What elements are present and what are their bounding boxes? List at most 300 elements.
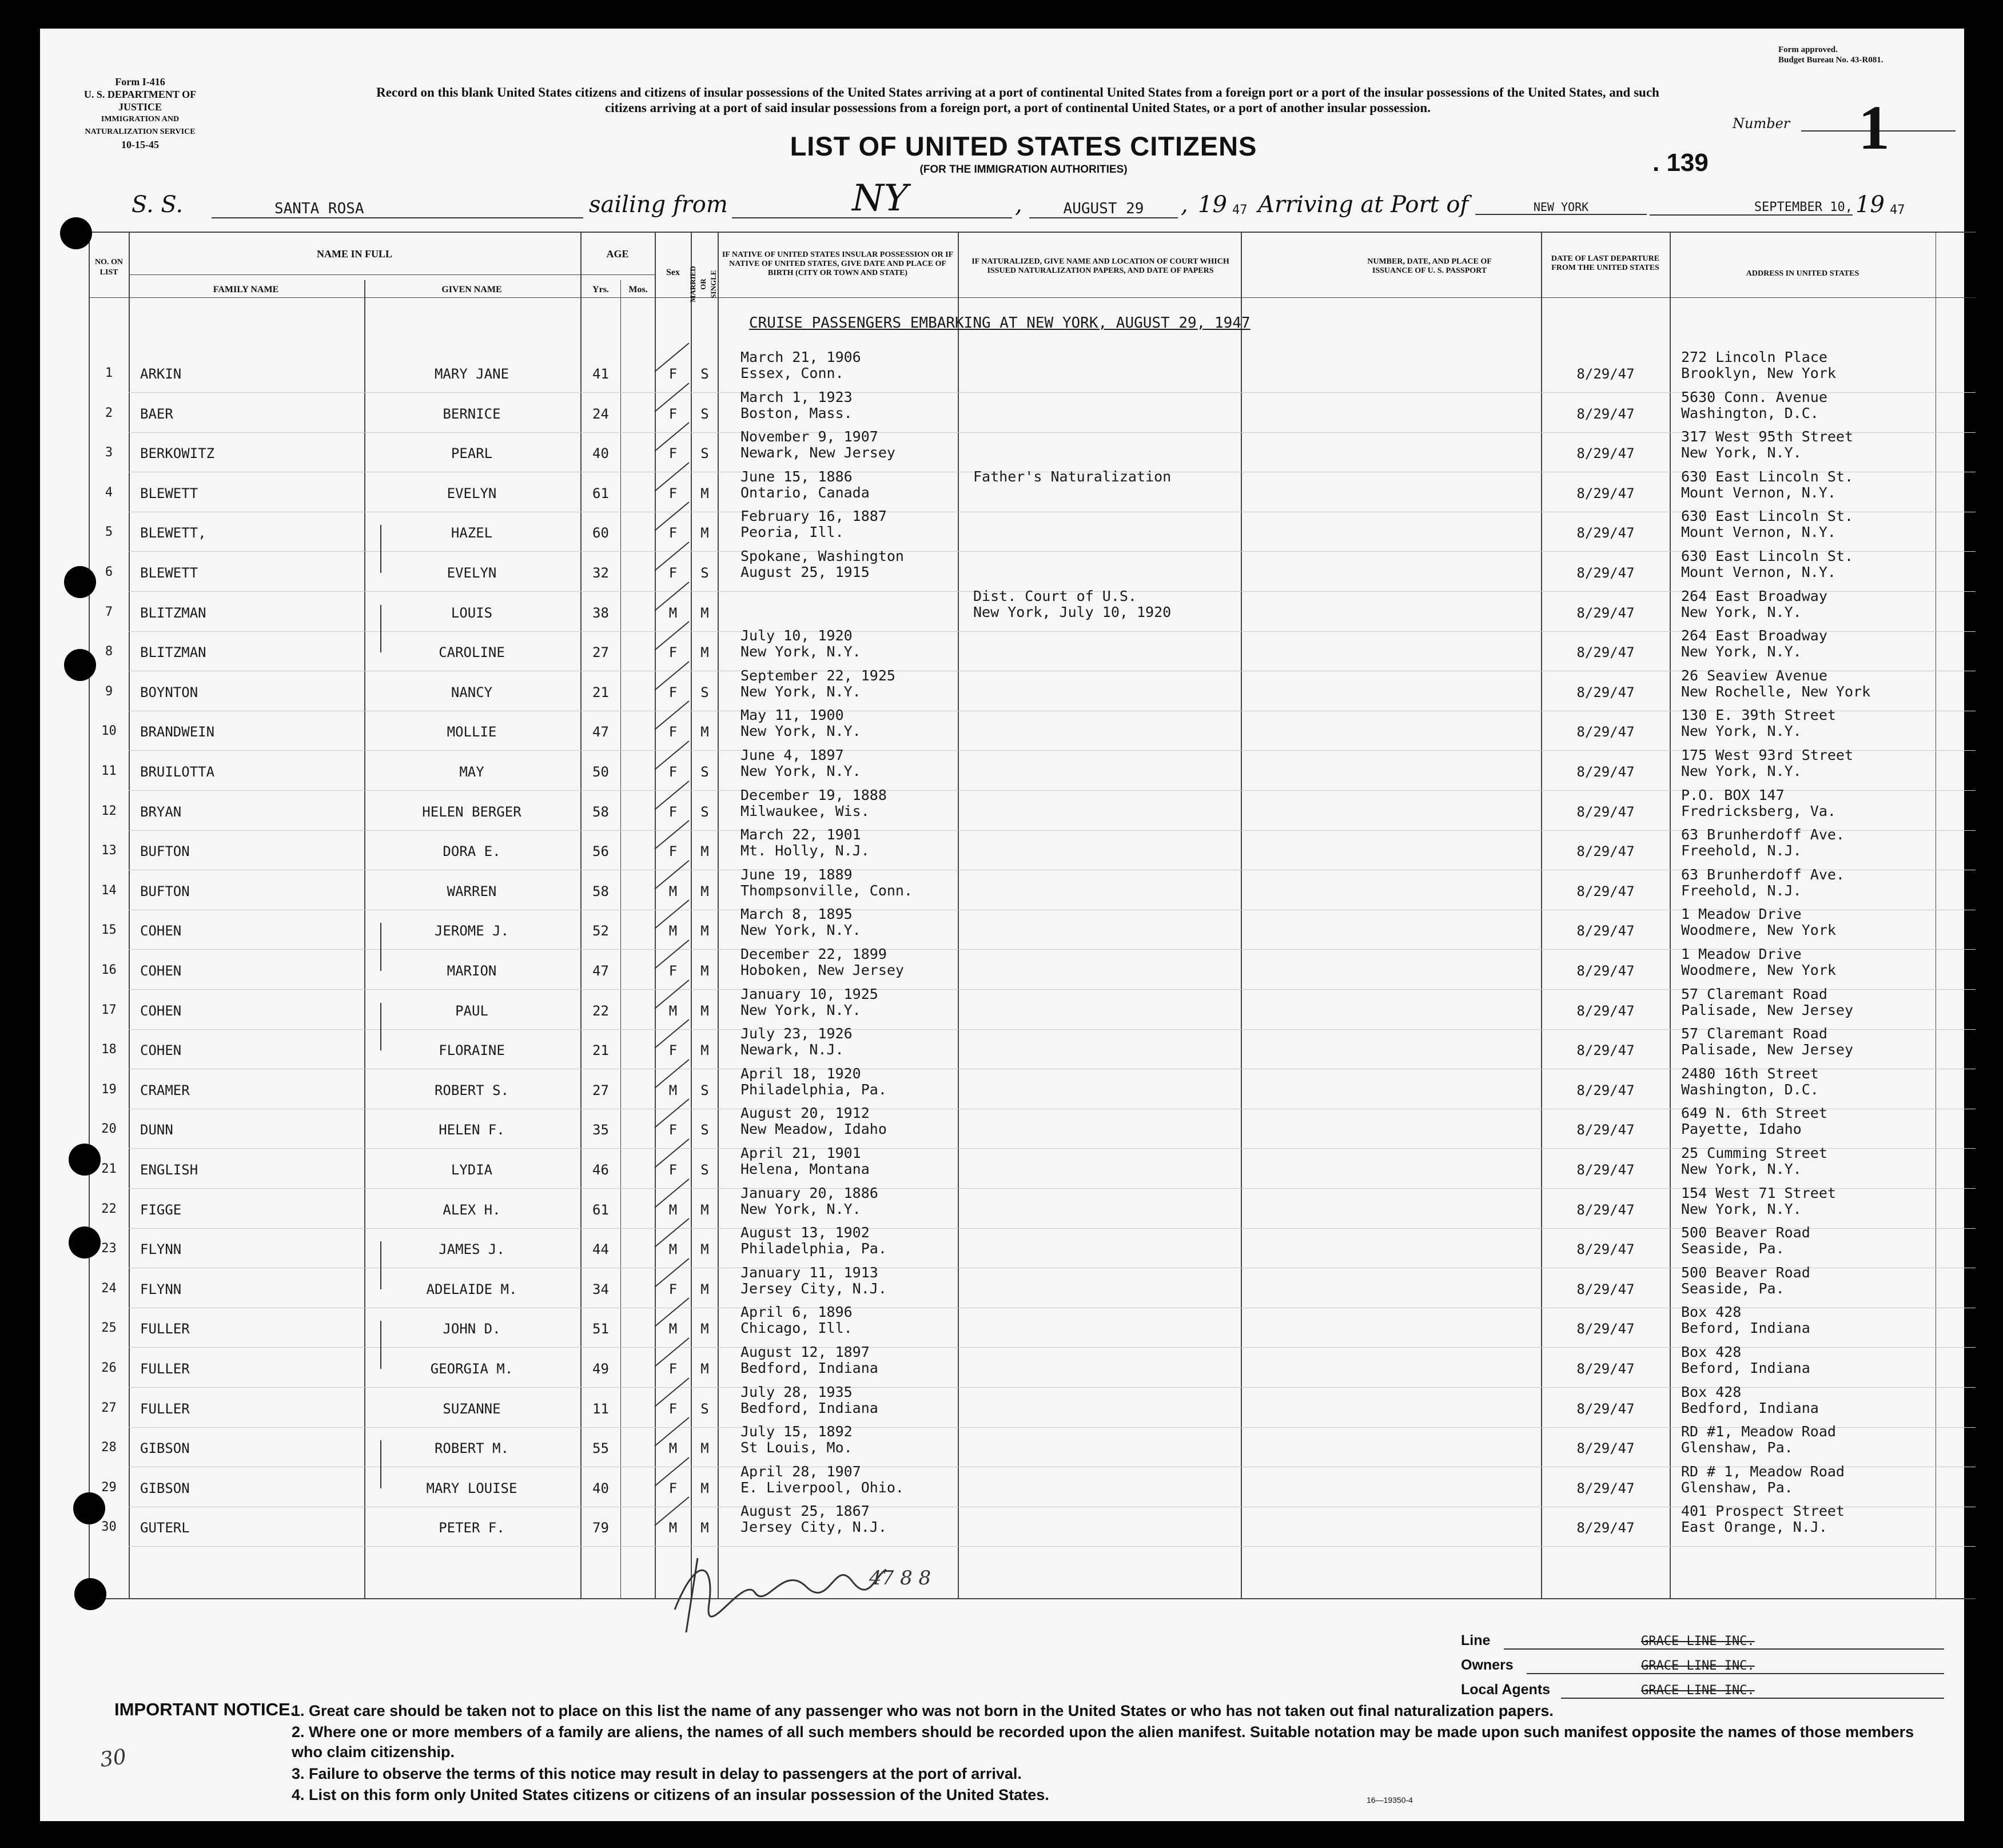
birth-info-line1: June 15, 1886 — [740, 468, 853, 485]
given-name: MARY JANE — [434, 366, 509, 382]
approval-block — [1778, 45, 1950, 65]
table-row — [40, 349, 1964, 395]
given-name: EVELYN — [447, 485, 497, 501]
birth-info-line2: New York, N.Y. — [740, 1200, 861, 1217]
table-row — [40, 866, 1964, 912]
age-years: 51 — [592, 1321, 609, 1337]
depart-year: 47 — [1232, 203, 1248, 217]
age-years: 21 — [592, 684, 609, 700]
address-line2: Mount Vernon, N.Y. — [1681, 524, 1836, 541]
address-line2: Beford, Indiana — [1681, 1320, 1810, 1337]
approval-line2: Budget Bureau No. 43-R081. — [1778, 55, 1883, 65]
sex: M — [668, 1201, 678, 1218]
given-name: SUZANNE — [443, 1400, 501, 1417]
marital-status: M — [700, 963, 709, 979]
col-header-departure: DATE OF LAST DEPARTURE FROM THE UNITED STATES — [1551, 254, 1660, 272]
family-bracket-mark — [380, 923, 381, 971]
marital-status: S — [700, 684, 709, 700]
sex: F — [668, 1361, 678, 1377]
marital-status: M — [700, 923, 709, 939]
table-row — [40, 667, 1964, 713]
check-mark-icon — [652, 1216, 692, 1250]
address-line2: Payette, Idaho — [1681, 1121, 1802, 1138]
given-name: NANCY — [451, 684, 493, 700]
number-value: 1 — [1858, 93, 1890, 162]
marital-status: M — [700, 1002, 709, 1019]
check-mark-icon — [652, 579, 692, 614]
check-mark-icon — [652, 380, 692, 415]
given-name: ROBERT S. — [434, 1082, 509, 1098]
sex: F — [668, 764, 678, 780]
row-number: 11 — [101, 764, 117, 778]
marital-status: M — [700, 1281, 709, 1297]
given-name: PAUL — [455, 1002, 488, 1019]
address-line1: 63 Brunherdoff Ave. — [1681, 826, 1845, 843]
depart-date: AUGUST 29 — [1029, 200, 1178, 218]
marital-status: M — [700, 883, 709, 899]
address-line2: Fredricksberg, Va. — [1681, 802, 1836, 819]
address-line2: Freehold, N.J. — [1681, 842, 1802, 859]
birth-info-line2: Essex, Conn. — [740, 365, 844, 381]
address-line1: 649 N. 6th Street — [1681, 1105, 1827, 1122]
check-mark-icon — [652, 818, 692, 852]
col-header-address: ADDRESS IN UNITED STATES — [1746, 269, 1859, 278]
sex: F — [668, 525, 678, 541]
address-line2: Seaside, Pa. — [1681, 1240, 1785, 1257]
given-name: PETER F. — [439, 1520, 505, 1536]
check-mark-icon — [652, 698, 692, 732]
marital-status: S — [700, 764, 709, 780]
table-row — [40, 468, 1964, 514]
birth-info-line1: April 6, 1896 — [740, 1304, 853, 1321]
departure-date: 8/29/47 — [1576, 1241, 1635, 1258]
birth-info-line1: March 21, 1906 — [740, 349, 861, 365]
address-line1: 57 Claremant Road — [1681, 1025, 1827, 1042]
birth-info-line1: March 8, 1895 — [740, 906, 853, 923]
given-name: MARY LOUISE — [426, 1480, 517, 1496]
address-line2: Beford, Indiana — [1681, 1360, 1810, 1376]
given-name: JOHN D. — [443, 1321, 501, 1337]
given-name: HELEN BERGER — [422, 803, 521, 820]
sex: F — [668, 1122, 678, 1138]
sex: M — [668, 923, 678, 939]
row-number: 14 — [101, 883, 117, 898]
address-line2: New York, N.Y. — [1681, 603, 1802, 620]
birth-info-line1: July 10, 1920 — [740, 627, 853, 644]
address-line1: 26 Seaview Avenue — [1681, 667, 1827, 684]
check-mark-icon — [652, 1335, 692, 1369]
departure-date: 8/29/47 — [1576, 1480, 1635, 1496]
departure-date: 8/29/47 — [1576, 604, 1635, 621]
row-number: 9 — [105, 684, 113, 699]
family-name: BRYAN — [140, 803, 182, 820]
departure-date: 8/29/47 — [1576, 1162, 1635, 1178]
address-line2: Washington, D.C. — [1681, 1081, 1819, 1098]
address-line1: 1 Meadow Drive — [1681, 946, 1802, 962]
birth-info-line2: Bedford, Indiana — [740, 1399, 878, 1416]
birth-info-line2: Bedford, Indiana — [740, 1360, 878, 1376]
arrival-date: SEPTEMBER 10, — [1650, 200, 1853, 216]
notice-1: 1. Great care should be taken not to place on this list the name of any passenger who was not born in the United States or who has not taken out final naturalization papers. — [292, 1702, 1554, 1719]
marital-status: M — [700, 1440, 709, 1457]
table-row — [40, 1304, 1964, 1349]
birth-info-line2: New York, N.Y. — [740, 683, 861, 700]
birth-info-line1: August 13, 1902 — [740, 1224, 870, 1241]
birth-info-line1: June 4, 1897 — [740, 747, 844, 763]
age-years: 47 — [592, 963, 609, 979]
department: U. S. DEPARTMENT OF JUSTICE — [83, 89, 197, 113]
birth-info-line2: Newark, New Jersey — [740, 444, 895, 461]
family-bracket-mark — [380, 1003, 381, 1051]
sex: M — [668, 1520, 678, 1536]
birth-info-line1: December 22, 1899 — [740, 946, 887, 962]
given-name: ALEX H. — [443, 1201, 501, 1218]
given-name: MARION — [447, 963, 497, 979]
birth-info-line2: Ontario, Canada — [740, 484, 870, 501]
address-line2: New York, N.Y. — [1681, 1200, 1802, 1217]
agents-label: Local Agents — [1461, 1682, 1551, 1698]
birth-info-line1: March 1, 1923 — [740, 388, 853, 405]
owners-label: Owners — [1461, 1657, 1514, 1673]
check-mark-icon — [652, 1256, 692, 1290]
marital-status: S — [700, 1162, 709, 1178]
marital-status: M — [700, 843, 709, 860]
row-number: 1 — [105, 366, 113, 380]
birth-info-line1: April 18, 1920 — [740, 1065, 861, 1082]
check-mark-icon — [652, 340, 692, 375]
sex: F — [668, 405, 678, 422]
arriving-label: Arriving at Port of — [1258, 192, 1469, 218]
age-years: 56 — [592, 843, 609, 860]
age-years: 50 — [592, 764, 609, 780]
birth-info-line1: July 23, 1926 — [740, 1025, 853, 1042]
list-number-value: 139 — [1666, 149, 1709, 177]
family-name: FIGGE — [140, 1201, 182, 1218]
sex: M — [668, 883, 678, 899]
family-name: GIBSON — [140, 1480, 190, 1496]
address-line2: Palisade, New Jersey — [1681, 1001, 1854, 1018]
departure-date: 8/29/47 — [1576, 1201, 1635, 1218]
table-row — [40, 946, 1964, 991]
sex: F — [668, 803, 678, 820]
address-line1: 272 Lincoln Place — [1681, 349, 1827, 365]
address-line2: Brooklyn, New York — [1681, 365, 1836, 381]
table-row — [40, 388, 1964, 435]
marital-status: M — [700, 1241, 709, 1258]
address-line1: 5630 Conn. Avenue — [1681, 388, 1827, 405]
punch-hole — [64, 566, 96, 598]
family-bracket-mark — [380, 1241, 381, 1289]
age-years: 55 — [592, 1440, 609, 1457]
sex: F — [668, 366, 678, 382]
departure-date: 8/29/47 — [1576, 923, 1635, 939]
family-name: BAER — [140, 405, 173, 422]
birth-info-line1: August 20, 1912 — [740, 1105, 870, 1122]
family-name: ARKIN — [140, 366, 182, 382]
sex: F — [668, 684, 678, 700]
arrival-port: NEW YORK — [1475, 200, 1647, 215]
address-line2: Mount Vernon, N.Y. — [1681, 564, 1836, 580]
sex: M — [668, 1241, 678, 1258]
row-number: 17 — [101, 1002, 117, 1017]
age-years: 52 — [592, 923, 609, 939]
departure-date: 8/29/47 — [1576, 1042, 1635, 1059]
row-number: 10 — [101, 724, 117, 739]
departure-date: 8/29/47 — [1576, 445, 1635, 462]
sex: F — [668, 1281, 678, 1297]
marital-status: S — [700, 405, 709, 422]
departure-date: 8/29/47 — [1576, 1440, 1635, 1457]
check-mark-icon — [652, 1415, 692, 1449]
comma-sep-2: , — [1181, 192, 1188, 218]
approval-line1: Form approved. — [1778, 45, 1838, 54]
address-line1: 175 West 93rd Street — [1681, 747, 1854, 763]
naturalization-info-line1: Father's Naturalization — [973, 468, 1172, 485]
marital-status: M — [700, 485, 709, 501]
family-name: BLITZMAN — [140, 604, 206, 621]
birth-info-line1: July 15, 1892 — [740, 1423, 853, 1440]
age-years: 27 — [592, 644, 609, 661]
given-name: FLORAINE — [439, 1042, 505, 1059]
birth-info-line2: New York, N.Y. — [740, 643, 861, 660]
row-number: 27 — [101, 1400, 117, 1415]
sailing-from-handwritten: NY — [852, 177, 909, 220]
family-name: BUFTON — [140, 843, 190, 860]
row-number: 23 — [101, 1241, 117, 1256]
family-name: FLYNN — [140, 1241, 182, 1258]
address-line1: 401 Prospect Street — [1681, 1503, 1845, 1520]
age-years: 21 — [592, 1042, 609, 1059]
address-line2: Seaside, Pa. — [1681, 1280, 1785, 1297]
given-name: DORA E. — [443, 843, 501, 860]
address-line1: 264 East Broadway — [1681, 627, 1827, 644]
age-years: 61 — [592, 1201, 609, 1218]
col-header-naturalized: IF NATURALIZED, GIVE NAME AND LOCATION OF COURT WHICH ISSUED NATURALIZATION PAPERS, AND DATE OF PAPERS — [971, 257, 1229, 275]
birth-info-line1: January 20, 1886 — [740, 1184, 878, 1201]
line-label: Line — [1461, 1632, 1491, 1648]
given-name: ROBERT M. — [434, 1440, 509, 1457]
departure-date: 8/29/47 — [1576, 1520, 1635, 1536]
birth-info-line2: Helena, Montana — [740, 1161, 870, 1177]
table-row — [40, 1145, 1964, 1190]
age-years: 34 — [592, 1281, 609, 1297]
address-line1: Box 428 — [1681, 1383, 1742, 1400]
given-name: GEORGIA M. — [430, 1361, 513, 1377]
address-line1: Box 428 — [1681, 1304, 1742, 1321]
birth-info-line2: New York, N.Y. — [740, 922, 861, 939]
address-line2: Woodmere, New York — [1681, 922, 1836, 939]
departure-date: 8/29/47 — [1576, 724, 1635, 740]
age-years: 44 — [592, 1241, 609, 1258]
table-row — [40, 786, 1964, 833]
check-mark-icon — [652, 1057, 692, 1091]
comma-sep: , — [1015, 192, 1022, 218]
age-years: 58 — [592, 803, 609, 820]
row-number: 6 — [105, 565, 113, 579]
table-row — [40, 508, 1964, 553]
family-bracket-mark — [380, 605, 381, 653]
sex: F — [668, 1480, 678, 1496]
sailing-from-field — [732, 177, 1012, 220]
table-row — [40, 985, 1964, 1031]
row-number: 7 — [105, 604, 113, 619]
table-row — [40, 1344, 1964, 1389]
table-row — [40, 906, 1964, 951]
departure-date: 8/29/47 — [1576, 1400, 1635, 1417]
marital-status: M — [700, 1520, 709, 1536]
address-line1: 630 East Lincoln St. — [1681, 508, 1854, 525]
check-mark-icon — [652, 499, 692, 533]
table-header-divider — [89, 297, 1976, 298]
departure-date: 8/29/47 — [1576, 684, 1635, 700]
age-years: 22 — [592, 1002, 609, 1019]
family-name: BLEWETT — [140, 485, 198, 501]
marital-status: M — [700, 724, 709, 740]
check-mark-icon — [652, 619, 692, 653]
form-date: 10-15-45 — [121, 139, 159, 150]
address-line1: RD # 1, Meadow Road — [1681, 1463, 1845, 1480]
table-row — [40, 1383, 1964, 1429]
given-name: EVELYN — [447, 565, 497, 581]
given-name: ADELAIDE M. — [426, 1281, 517, 1297]
age-years: 61 — [592, 485, 609, 501]
given-name: JEROME J. — [434, 923, 509, 939]
row-number: 24 — [101, 1281, 117, 1296]
address-line1: 630 East Lincoln St. — [1681, 468, 1854, 485]
punch-hole — [69, 1144, 101, 1176]
row-number: 20 — [101, 1122, 117, 1137]
given-name: LYDIA — [451, 1162, 493, 1178]
marital-status: S — [700, 445, 709, 462]
address-line2: Washington, D.C. — [1681, 404, 1819, 421]
table-row — [40, 1264, 1964, 1310]
birth-info-line1: December 19, 1888 — [740, 786, 887, 803]
birth-info-line1: June 19, 1889 — [740, 866, 853, 883]
col-header-passport: NUMBER, DATE, AND PLACE OF ISSUANCE OF U. S. PASSPORT — [1367, 257, 1492, 275]
check-mark-icon — [652, 937, 692, 971]
departure-date: 8/29/47 — [1576, 803, 1635, 820]
address-line1: 317 West 95th Street — [1681, 428, 1854, 445]
birth-info-line1: February 16, 1887 — [740, 508, 887, 525]
address-line1: 500 Beaver Road — [1681, 1264, 1810, 1281]
marital-status: M — [700, 1361, 709, 1377]
given-name: BERNICE — [443, 405, 501, 422]
check-mark-icon — [652, 1494, 692, 1528]
departure-date: 8/29/47 — [1576, 1361, 1635, 1377]
check-mark-icon — [652, 897, 692, 931]
family-name: BLEWETT — [140, 565, 198, 581]
birth-info-line2: Thompsonville, Conn. — [740, 882, 913, 899]
age-years: 40 — [592, 1480, 609, 1496]
address-line1: 2480 16th Street — [1681, 1065, 1819, 1082]
row-number: 16 — [101, 963, 117, 977]
family-name: ENGLISH — [140, 1162, 198, 1178]
sex: F — [668, 1162, 678, 1178]
table-bottom-border — [89, 1598, 1976, 1599]
record-instructions: Record on this blank United States citizens and citizens of insular possessions of the United States arriving at a port of continental United States from a foreign port or a port of the insular possessions of the United States, and such citizens arriving at a port of said insular possessions from a foreign port, a port of continental United States, or a port of another insular possession. — [376, 85, 1659, 115]
address-line2: Freehold, N.J. — [1681, 882, 1802, 899]
family-name: BRANDWEIN — [140, 724, 215, 740]
address-line1: 154 West 71 Street — [1681, 1184, 1836, 1201]
departure-date: 8/29/47 — [1576, 1082, 1635, 1098]
sailing-label: sailing from — [589, 192, 728, 218]
birth-info-line2: New Meadow, Idaho — [740, 1121, 887, 1138]
birth-info-line1: January 10, 1925 — [740, 985, 878, 1002]
marital-status: M — [700, 604, 709, 621]
birth-info-line2: August 25, 1915 — [740, 564, 870, 580]
row-number: 2 — [105, 405, 113, 420]
departure-date: 8/29/47 — [1576, 525, 1635, 541]
age-years: 49 — [592, 1361, 609, 1377]
birth-info-line2: New York, N.Y. — [740, 1001, 861, 1018]
address-line1: 25 Cumming Street — [1681, 1145, 1827, 1161]
age-years: 24 — [592, 405, 609, 422]
col-header-mos: Mos. — [628, 285, 648, 294]
check-mark-icon — [652, 738, 692, 772]
family-name: BERKOWITZ — [140, 445, 215, 462]
check-mark-icon — [652, 1375, 692, 1409]
check-mark-icon — [652, 858, 692, 892]
marital-status: M — [700, 644, 709, 661]
age-years: 79 — [592, 1520, 609, 1536]
row-number: 22 — [101, 1201, 117, 1216]
family-name: BOYNTON — [140, 684, 198, 700]
birth-info-line1: August 25, 1867 — [740, 1503, 870, 1520]
given-name: PEARL — [451, 445, 493, 462]
table-row — [40, 1184, 1964, 1230]
notice-3: 3. Failure to observe the terms of this notice may result in delay to passengers at the port of arrival. — [292, 1765, 1022, 1782]
row-number: 3 — [105, 445, 113, 460]
given-name: JAMES J. — [439, 1241, 505, 1258]
family-name: BLITZMAN — [140, 644, 206, 661]
address-line2: New York, N.Y. — [1681, 1161, 1802, 1177]
row-number: 12 — [101, 803, 117, 818]
family-bracket-mark — [380, 525, 381, 573]
line-value: GRACE LINE INC. — [1504, 1634, 1944, 1650]
marital-status: S — [700, 1400, 709, 1417]
family-name: COHEN — [140, 923, 182, 939]
form-id-block — [74, 75, 206, 151]
departure-date: 8/29/47 — [1576, 764, 1635, 780]
sex: M — [668, 1082, 678, 1098]
marital-status: M — [700, 1201, 709, 1218]
name-subdivider — [129, 274, 655, 275]
departure-date: 8/29/47 — [1576, 405, 1635, 422]
age-years: 47 — [592, 724, 609, 740]
birth-info-line2: Peoria, Ill. — [740, 524, 844, 541]
table-row — [40, 1224, 1964, 1270]
family-name: FULLER — [140, 1400, 190, 1417]
address-line1: 264 East Broadway — [1681, 587, 1827, 604]
punch-hole — [73, 1492, 105, 1524]
table-row — [40, 587, 1964, 634]
family-name: COHEN — [140, 1002, 182, 1019]
address-line1: Box 428 — [1681, 1344, 1742, 1360]
family-bracket-mark — [380, 1440, 381, 1488]
sex: F — [668, 644, 678, 661]
page-subtitle: (FOR THE IMMIGRATION AUTHORITIES) — [919, 164, 1128, 176]
arrival-year: 47 — [1890, 203, 1905, 217]
birth-info-line2: New York, N.Y. — [740, 763, 861, 779]
signature-note: 47 8 8 — [869, 1567, 931, 1590]
print-code: 16—19350-4 — [1367, 1795, 1413, 1805]
family-name: CRAMER — [140, 1082, 190, 1098]
family-name: COHEN — [140, 963, 182, 979]
departure-date: 8/29/47 — [1576, 963, 1635, 979]
marital-status: S — [700, 1122, 709, 1138]
col-header-sex: Sex — [666, 268, 680, 277]
age-years: 32 — [592, 565, 609, 581]
